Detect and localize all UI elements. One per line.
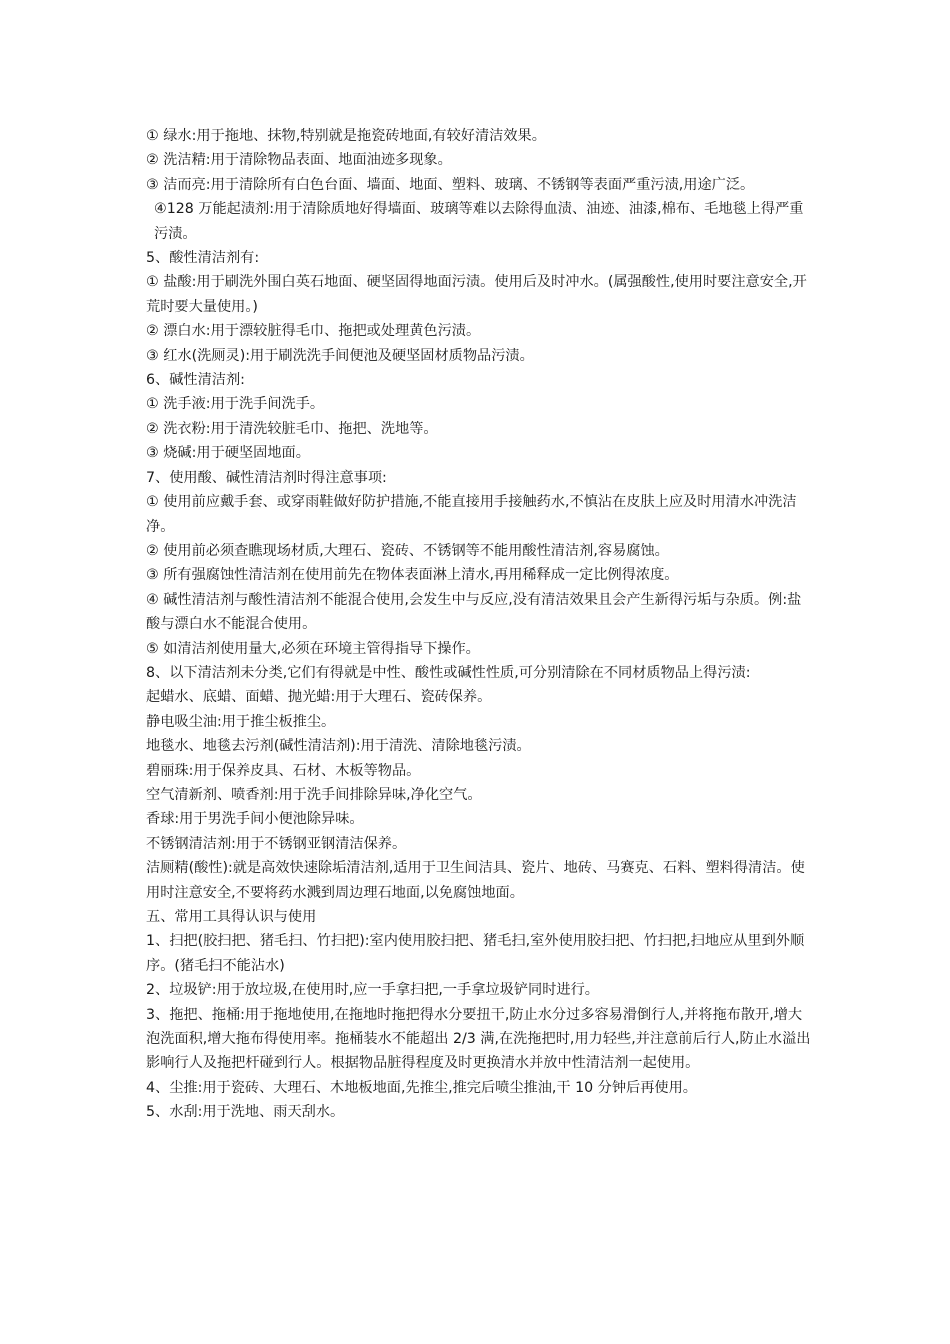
paragraph-washing-powder: ② 洗衣粉:用于清洗较脏毛巾、拖把、洗地等。 xyxy=(146,420,438,437)
paragraph-red-water: ③ 红水(洗厕灵):用于刷洗洗手间便池及硬坚固材质物品污渍。 xyxy=(146,347,534,364)
document-body xyxy=(146,124,811,1125)
heading-tools: 五、常用工具得认识与使用 xyxy=(146,909,317,925)
paragraph-jieerliang: ③ 洁而亮:用于清除所有白色台面、墙面、地面、塑料、玻璃、不锈钢等表面严重污渍,用途广泛。 xyxy=(146,176,755,193)
paragraph-wax: 起蜡水、底蜡、面蜡、抛光蜡:用于大理石、瓷砖保养。 xyxy=(146,689,492,706)
paragraph-precaution-5: ⑤ 如清洁剂使用量大,必须在环境主管得指导下操作。 xyxy=(146,640,480,657)
paragraph-air-freshener: 空气清新剂、喷香剂:用于洗手间排除异味,净化空气。 xyxy=(146,786,482,803)
paragraph-dust-mop: 4、尘推:用于瓷砖、大理石、木地板地面,先推尘,推完后喷尘推油,干 10 分钟后再使用。 xyxy=(146,1079,697,1096)
paragraph-caustic-soda: ③ 烧碱:用于硬坚固地面。 xyxy=(146,445,310,462)
paragraph-precaution-4: ④ 碱性清洁剂与酸性清洁剂不能混合使用,会发生中与反应,没有清洁效果且会产生新得污垢与杂质。例:盐酸与漂白水不能混合使用。 xyxy=(146,591,802,633)
paragraph-precaution-1: ① 使用前应戴手套、或穿雨鞋做好防护措施,不能直接用手接触药水,不慎沾在皮肤上应及时用清水冲洗洁净。 xyxy=(146,494,797,535)
heading-alkaline-cleaners: 6、碱性清洁剂: xyxy=(146,372,245,389)
heading-unclassified-cleaners: 8、以下清洁剂未分类,它们有得就是中性、酸性或碱性性质,可分别清除在不同材质物品上得污渍: xyxy=(146,664,751,681)
paragraph-deodorant-ball: 香球:用于男洗手间小便池除异味。 xyxy=(146,811,364,828)
paragraph-detergent: ② 洗洁精:用于清除物品表面、地面油迹多现象。 xyxy=(146,152,452,169)
paragraph-dustpan: 2、垃圾铲:用于放垃圾,在使用时,应一手拿扫把,一手拿垃圾铲同时进行。 xyxy=(146,982,599,999)
heading-precautions: 7、使用酸、碱性清洁剂时得注意事项: xyxy=(146,469,387,486)
paragraph-broom: 1、扫把(胶扫把、猪毛扫、竹扫把):室内使用胶扫把、猪毛扫,室外使用胶扫把、竹扫把,扫地应从里到外顺序。(猪毛扫不能沾水) xyxy=(146,933,805,974)
paragraph-carpet-cleaner: 地毯水、地毯去污剂(碱性清洁剂):用于清洗、清除地毯污渍。 xyxy=(146,738,531,755)
paragraph-stainless-cleaner: 不锈钢清洁剂:用于不锈钢亚钢清洁保养。 xyxy=(146,835,407,852)
paragraph-bilizhu: 碧丽珠:用于保养皮具、石材、木板等物品。 xyxy=(146,762,421,779)
paragraph-hand-soap: ① 洗手液:用于洗手间洗手。 xyxy=(146,396,325,413)
paragraph-hydrochloric-acid: ① 盐酸:用于刷洗外围白英石地面、硬坚固得地面污渍。使用后及时冲水。(属强酸性,使用时要注意安全,开荒时要大量使用。) xyxy=(146,274,807,315)
paragraph-stain-remover-128: ④128 万能起渍剂:用于清除质地好得墙面、玻璃等难以去除得血渍、油迹、油漆,棉布、毛地毯上得严重污渍。 xyxy=(154,201,804,242)
paragraph-toilet-cleaner: 洁厕精(酸性):就是高效快速除垢清洁剂,适用于卫生间洁具、瓷片、地砖、马赛克、石料、塑料得清洁。使用时注意安全,不要将药水溅到周边理石地面,以免腐蚀地面。 xyxy=(146,860,805,901)
paragraph-mop: 3、拖把、拖桶:用于拖地使用,在拖地时拖把得水分要扭干,防止水分过多容易滑倒行人,并将拖布散开,增大泡洗面积,增大拖布得使用率。拖桶装水不能超出 2/3 满,在洗拖把时,用力轻些,并注意前后行人,防止水溢出影响行人及拖把杆碰到行人。根据物品脏得程度及时更换清水并放中性清洁剂一起使用。 xyxy=(146,1006,811,1072)
paragraph-green-water: ① 绿水:用于拖地、抹物,特别就是拖瓷砖地面,有较好清洁效果。 xyxy=(146,128,546,144)
heading-acidic-cleaners: 5、酸性清洁剂有: xyxy=(146,250,260,267)
paragraph-dust-oil: 静电吸尘油:用于推尘板推尘。 xyxy=(146,713,336,730)
paragraph-bleach: ② 漂白水:用于漂较脏得毛巾、拖把或处理黄色污渍。 xyxy=(146,323,481,340)
paragraph-precaution-2: ② 使用前必须查瞧现场材质,大理石、瓷砖、不锈钢等不能用酸性清洁剂,容易腐蚀。 xyxy=(146,542,669,559)
paragraph-precaution-3: ③ 所有强腐蚀性清洁剂在使用前先在物体表面淋上清水,再用稀释成一定比例得浓度。 xyxy=(146,567,679,584)
paragraph-squeegee: 5、水刮:用于洗地、雨天刮水。 xyxy=(146,1104,345,1121)
